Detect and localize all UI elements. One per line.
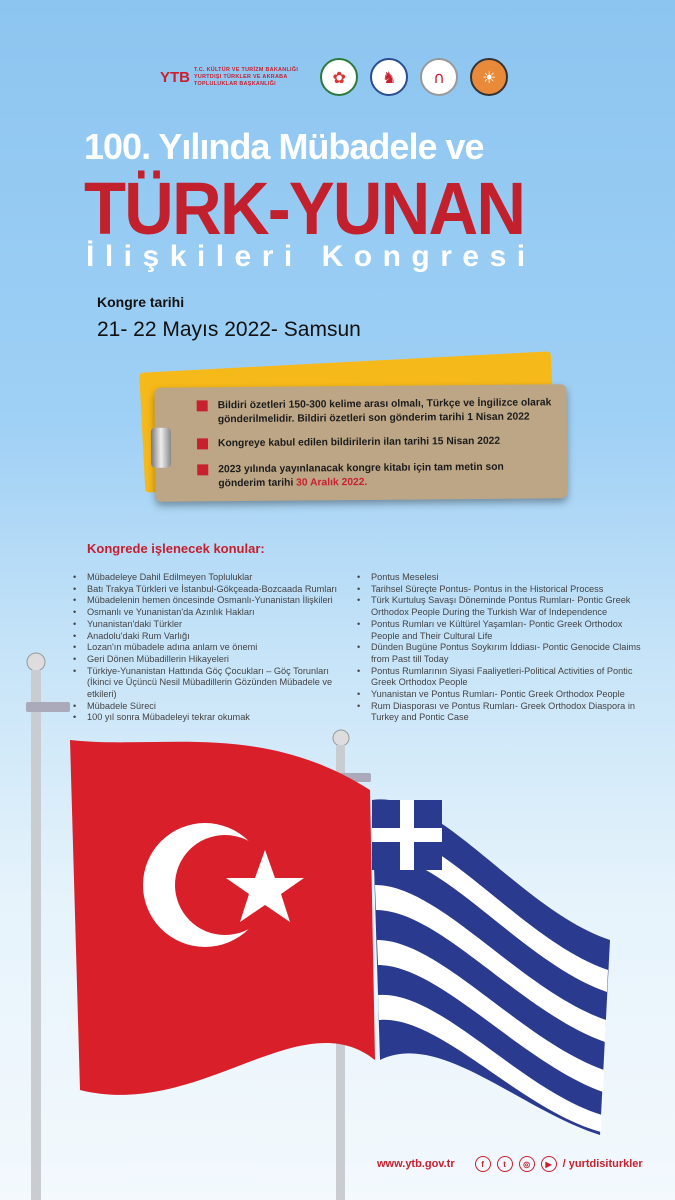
topic-item: • Mübadeleye Dahil Edilmeyen Topluluklar [73,572,353,584]
ytb-line: YURTDIŞI TÜRKLER VE AKRABA [194,73,288,80]
facebook-icon[interactable]: f [475,1156,491,1172]
topics-heading: Kongrede işlenecek konular: [87,541,265,556]
flagpole-left [26,653,70,1200]
turkish-flag [70,740,375,1095]
partner-logo-4: ☀ [470,58,508,96]
board-item-highlight: 30 Aralık 2022. [296,476,368,489]
square-bullet-icon [197,464,208,475]
partner-logo-2: ♞ [370,58,408,96]
topic-item: • Geri Dönen Mübadillerin Hikayeleri [73,654,353,666]
topic-item: • Rum Diasporası ve Pontus Rumları- Greek Orthodox Diaspora in Turkey and Pontic Case [357,701,647,724]
ytb-logo [160,67,298,88]
topic-item: • Mübadelenin hemen öncesinde Osmanlı-Yunanistan İlişkileri [73,595,353,607]
ytb-line: T.C. KÜLTÜR VE TURİZM BAKANLIĞI [194,66,299,73]
twitter-icon[interactable]: t [497,1156,513,1172]
square-bullet-icon [197,400,208,411]
info-board [155,384,568,502]
topic-item: • Türk Kurtuluş Savaşı Döneminde Pontus Rumları- Pontic Greek Orthodox People During the Turkish War of Independence [357,595,647,618]
topic-item: • Batı Trakya Türkleri ve İstanbul-Gökçeada-Bozcaada Rumları [73,584,353,596]
topic-item: • Osmanlı ve Yunanistan'da Azınlık Hakları [73,607,353,619]
board-item-text: Kongreye kabul edilen bildirilerin ilan tarihi 15 Nisan 2022 [217,435,501,450]
title-line-3: İlişkileri Kongresi [86,240,536,273]
board-item [197,396,552,427]
topic-item: • Pontus Meselesi [357,572,647,584]
greek-flag [372,799,610,1135]
logo-bar [160,58,508,96]
topic-item: • Tarihsel Süreçte Pontus- Pontus in the Historical Process [357,584,647,596]
instagram-icon[interactable]: ◎ [519,1156,535,1172]
title-line-1: 100. Yılında Mübadele ve [84,126,484,167]
topic-item: • Mübadele Süreci [73,701,353,713]
topic-item: • Lozan'ın mübadele adına anlam ve önemi [73,642,353,654]
topic-item: • Yunanistan'daki Türkler [73,619,353,631]
topic-item: • Pontus Rumlarının Siyasi Faaliyetleri-Political Activities of Pontic Greek Orthodox People [357,666,647,689]
congress-date: 21- 22 Mayıs 2022- Samsun [97,318,361,341]
topic-item: • Dünden Bugüne Pontus Soykırım İddiası- Pontic Genocide Claims from Past till Today [357,642,647,665]
partner-logo-1: ✿ [320,58,358,96]
topic-item: • Yunanistan ve Pontus Rumları- Pontic Greek Orthodox People [357,689,647,701]
board-item-text: Bildiri özetleri 150-300 kelime arası olmalı, Türkçe ve İngilizce olarak gönderilmelidir. Bildiri özetleri son gönderim tarihi 1 Nisan 2022 [217,397,552,426]
board-item [197,460,552,491]
topic-item: • 100 yıl sonra Mübadeleyi tekrar okumak [73,712,353,724]
topic-item: • Anadolu'daki Rum Varlığı [73,631,353,643]
topic-item: • Türkiye-Yunanistan Hattında Göç Çocukları – Göç Torunları (İkinci ve Üçüncü Nesil Mübadillerin Gözünden Mübadele ve etkileri) [73,666,353,701]
flags-illustration [0,640,675,1200]
board-item-text: 2023 yılında yayınlanacak kongre kitabı için tam metin son gönderim tarihi [218,461,504,490]
youtube-icon[interactable]: ▶ [541,1156,557,1172]
website-link[interactable]: www.ytb.gov.tr [377,1158,455,1170]
footer [377,1156,643,1172]
congress-date-label: Kongre tarihi [97,294,185,310]
square-bullet-icon [197,438,208,449]
ytb-mark: YTB [160,68,190,86]
ytb-line: TOPLULUKLAR BAŞKANLIĞI [194,80,276,87]
social-handle: / yurtdisiturkler [562,1158,643,1170]
partner-logo-3: ∩ [420,58,458,96]
topic-item: • Pontus Rumları ve Kültürel Yaşamları- Pontic Greek Orthodox People and Their Cultural Life [357,619,647,642]
title-line-2: TÜRK-YUNAN [84,167,525,250]
clip-icon [151,428,171,468]
board-item [197,434,552,451]
